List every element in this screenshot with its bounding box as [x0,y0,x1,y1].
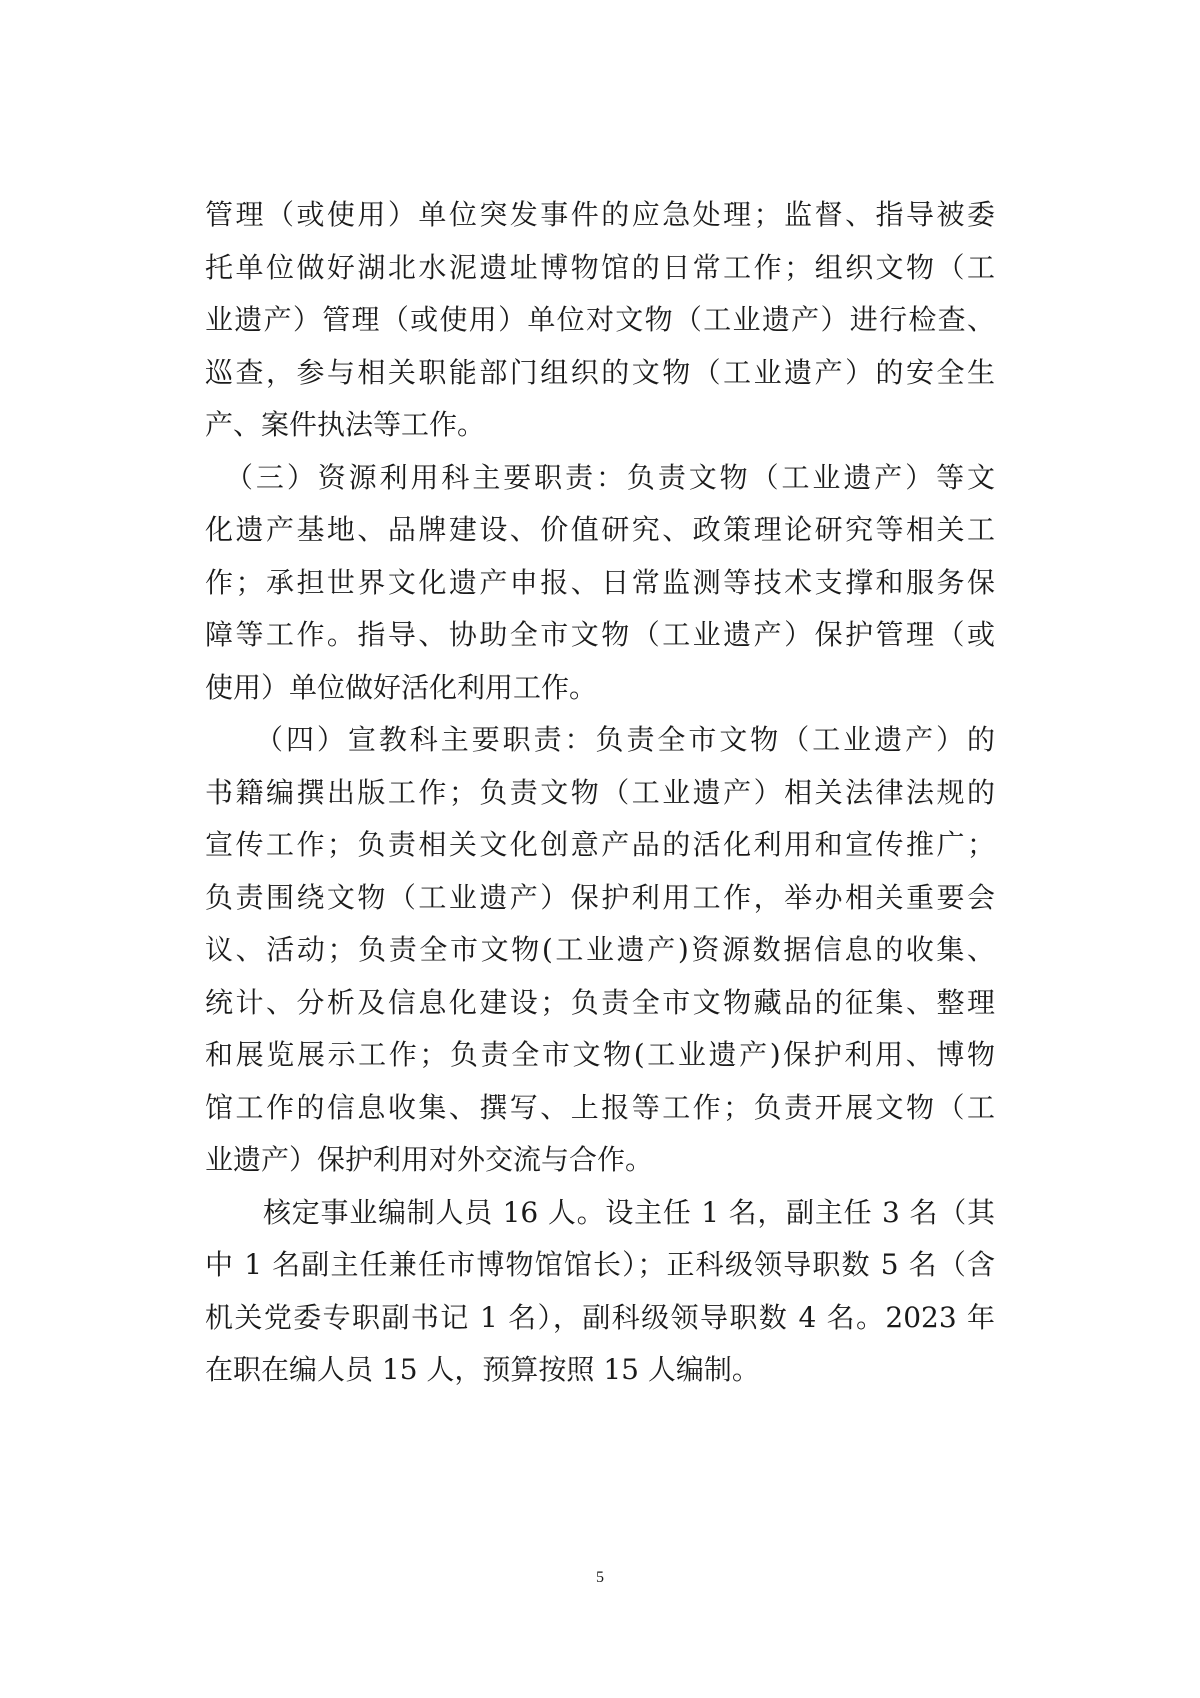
body-text-line: 中 1 名副主任兼任市博物馆馆长）；正科级领导职数 5 名（含 [205,1248,995,1281]
body-text-line: 和展览展示工作；负责全市文物(工业遗产)保护利用、博物 [205,1038,995,1071]
body-text-line: 业遗产）管理（或使用）单位对文物（工业遗产）进行检查、 [205,303,995,336]
body-text-line: 化遗产基地、品牌建设、价值研究、政策理论研究等相关工 [205,513,995,546]
body-text-line: 作；承担世界文化遗产申报、日常监测等技术支撑和服务保 [205,566,995,599]
body-text-line: 巡查，参与相关职能部门组织的文物（工业遗产）的安全生 [205,356,995,389]
body-text-line: 产、案件执法等工作。 [205,408,486,441]
body-text-line: 宣传工作；负责相关文化创意产品的活化利用和宣传推广； [205,828,995,861]
body-text-line: 使用）单位做好活化利用工作。 [205,671,598,704]
body-text-line: 馆工作的信息收集、撰写、上报等工作；负责开展文物（工 [205,1091,995,1124]
body-text-line: 在职在编人员 15 人，预算按照 15 人编制。 [205,1353,760,1386]
body-text-line: 统计、分析及信息化建设；负责全市文物藏品的征集、整理 [205,986,995,1019]
page-number: 5 [596,1569,604,1586]
body-text-line: 机关党委专职副书记 1 名），副科级领导职数 4 名。2023 年 [205,1301,995,1334]
body-text-line: 业遗产）保护利用对外交流与合作。 [205,1143,654,1176]
body-text-line: 托单位做好湖北水泥遗址博物馆的日常工作；组织文物（工 [205,251,995,284]
body-text-line: 管理（或使用）单位突发事件的应急处理；监督、指导被委 [205,198,995,231]
paragraph-first-line: （四）宣教科主要职责：负责全市文物（工业遗产）的 [255,723,995,756]
body-text-line: 书籍编撰出版工作；负责文物（工业遗产）相关法律法规的 [205,776,995,809]
paragraph-first-line: 核定事业编制人员 16 人。设主任 1 名，副主任 3 名（其 [263,1196,995,1229]
body-text-line: 障等工作。指导、协助全市文物（工业遗产）保护管理（或 [205,618,995,651]
body-text-line: 负责围绕文物（工业遗产）保护利用工作，举办相关重要会 [205,881,995,914]
body-text-line: 议、活动；负责全市文物(工业遗产)资源数据信息的收集、 [205,933,995,966]
paragraph-first-line: （三）资源利用科主要职责：负责文物（工业遗产）等文 [225,461,995,494]
